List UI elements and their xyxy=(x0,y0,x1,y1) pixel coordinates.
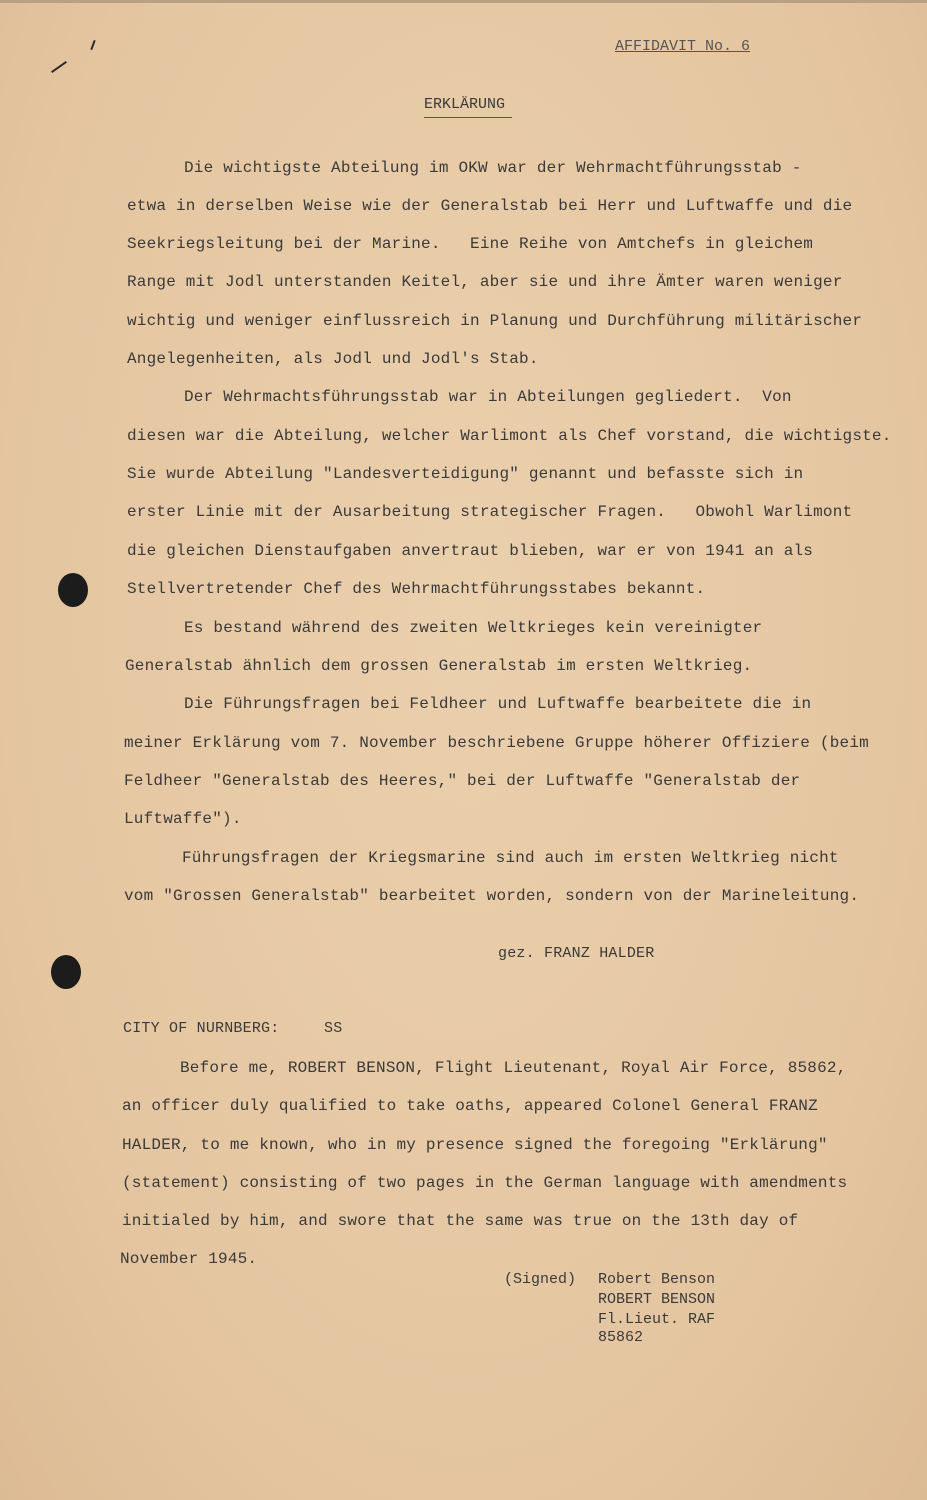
body-line: Feldheer "Generalstab des Heeres," bei der Luftwaffe "Generalstab der xyxy=(124,772,801,790)
body-line: Die wichtigste Abteilung im OKW war der Wehrmachtführungsstab - xyxy=(184,159,802,177)
jurat-line: Before me, ROBERT BENSON, Flight Lieutenant, Royal Air Force, 85862, xyxy=(180,1059,847,1077)
signed-label: (Signed) xyxy=(504,1271,577,1288)
jurat-venue-ss: SS xyxy=(324,1020,343,1037)
signed-name: Robert Benson xyxy=(598,1271,716,1288)
body-line: Die Führungsfragen bei Feldheer und Luftwaffe bearbeitete die in xyxy=(184,695,812,713)
jurat-line: HALDER, to me known, who in my presence signed the foregoing "Erklärung" xyxy=(122,1136,828,1154)
jurat-line: initialed by him, and swore that the same was true on the 13th day of xyxy=(122,1212,799,1230)
body-line: Stellvertretender Chef des Wehrmachtführungsstabes bekannt. xyxy=(127,580,706,598)
body-line: wichtig und weniger einflussreich in Planung und Durchführung militärischer xyxy=(127,312,863,330)
body-line: Der Wehrmachtsführungsstab war in Abteilungen gegliedert. Von xyxy=(184,388,792,406)
body-line: meiner Erklärung vom 7. November beschriebene Gruppe höherer Offiziere (beim xyxy=(124,734,869,752)
signed-name-caps: ROBERT BENSON xyxy=(598,1291,716,1308)
german-signature: gez. FRANZ HALDER xyxy=(498,945,655,962)
signed-rank: Fl.Lieut. RAF xyxy=(598,1311,716,1328)
body-line: diesen war die Abteilung, welcher Warlimont als Chef vorstand, die wichtigste. xyxy=(127,427,892,445)
signed-number: 85862 xyxy=(598,1329,644,1346)
body-line: die gleichen Dienstaufgaben anvertraut blieben, war er von 1941 an als xyxy=(127,542,814,560)
affidavit-reference: AFFIDAVIT No. 6 xyxy=(615,38,751,55)
jurat-venue: CITY OF NURNBERG: xyxy=(123,1020,280,1037)
pencil-mark xyxy=(51,61,67,73)
body-line: Es bestand während des zweiten Weltkrieges kein vereinigter xyxy=(184,619,763,637)
title-underline xyxy=(424,117,512,118)
pencil-mark xyxy=(90,40,95,50)
jurat-line: November 1945. xyxy=(120,1250,258,1268)
punch-hole-icon xyxy=(51,955,81,989)
body-line: Angelegenheiten, als Jodl und Jodl's Stab. xyxy=(127,350,539,368)
body-line: etwa in derselben Weise wie der Generalstab bei Herr und Luftwaffe und die xyxy=(127,197,853,215)
body-line: Luftwaffe"). xyxy=(124,810,242,828)
page-top-edge xyxy=(0,0,927,3)
body-line: Führungsfragen der Kriegsmarine sind auch im ersten Weltkrieg nicht xyxy=(182,849,839,867)
body-line: Seekriegsleitung bei der Marine. Eine Reihe von Amtchefs in gleichem xyxy=(127,235,814,253)
jurat-line: an officer duly qualified to take oaths, appeared Colonel General FRANZ xyxy=(122,1097,818,1115)
body-line: erster Linie mit der Ausarbeitung strategischer Fragen. Obwohl Warlimont xyxy=(127,503,853,521)
body-line: Sie wurde Abteilung "Landesverteidigung" genannt und befasste sich in xyxy=(127,465,804,483)
body-line: Range mit Jodl unterstanden Keitel, aber sie und ihre Ämter waren weniger xyxy=(127,273,843,291)
punch-hole-icon xyxy=(58,573,88,607)
jurat-line: (statement) consisting of two pages in the German language with amendments xyxy=(122,1174,848,1192)
body-line: Generalstab ähnlich dem grossen Generalstab im ersten Weltkrieg. xyxy=(125,657,753,675)
body-line: vom "Grossen Generalstab" bearbeitet worden, sondern von der Marineleitung. xyxy=(124,887,860,905)
document-title: ERKLÄRUNG xyxy=(424,96,506,113)
